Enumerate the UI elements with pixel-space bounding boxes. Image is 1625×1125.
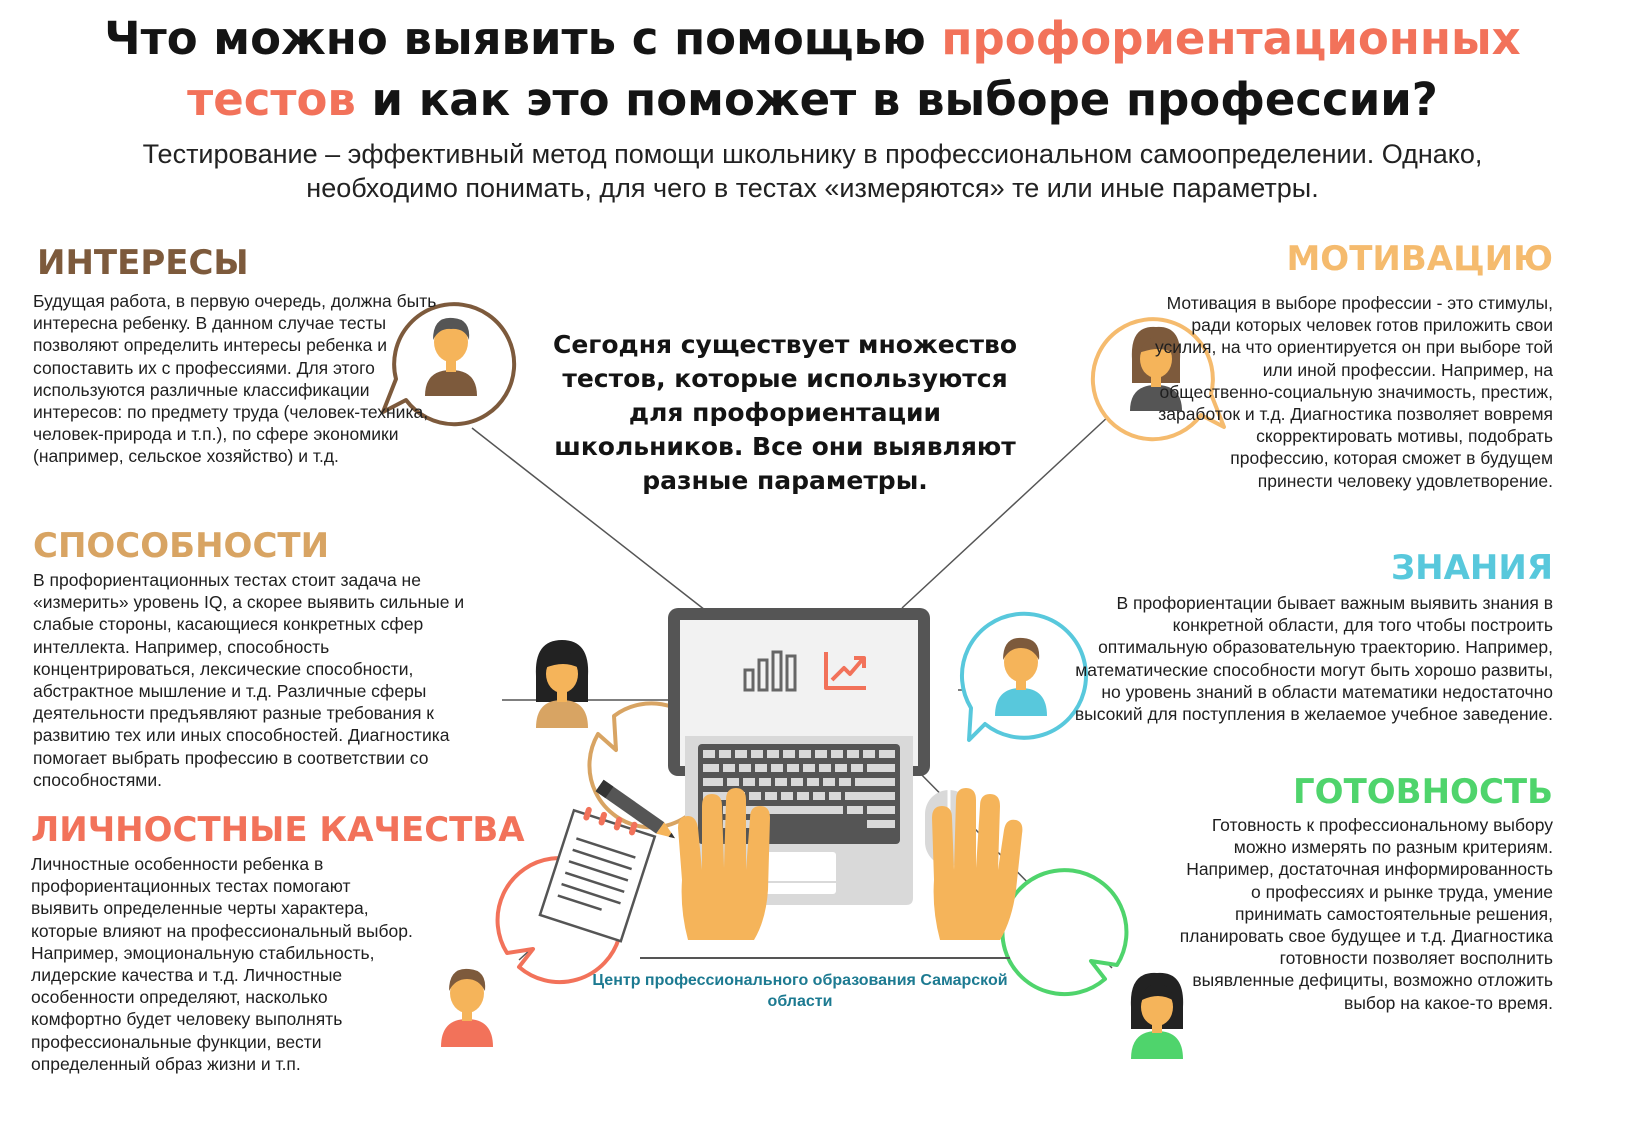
organization-name: Центр профессионального образования Самарской области [592,972,1008,1010]
title-part-2: и как это поможет в выборе профессии? [355,73,1438,126]
page-title [60,8,1565,130]
heading-abilities: СПОСОБНОСТИ [33,526,330,566]
heading-readiness: ГОТОВНОСТЬ [1293,772,1553,812]
page-subtitle: Тестирование – эффективный метод помощи школьнику в профессиональном самоопределении. Однако, необходимо понимать, для чего в тестах «измеряются» те или иные параметры. [142,139,1483,203]
title-accent-1: профориентационных [941,12,1521,65]
title-accent-2: тестов [187,73,356,126]
text-personal-qualities: Личностные особенности ребенка в профориентационных тестах помогают выявить определенные черты характера, которые влияют на профессиональный выбор. Например, эмоциональную стабильность, лидерские качества и т.д. Личностные особенности определяют, насколько комфортно будет человеку выполнять профессиональные функции, вести определенный образ жизни и т.п. [31,854,413,1074]
text-abilities: В профориентационных тестах стоит задача не «измерить» уровень IQ, а скорее выявить сильные и слабые стороны, касающиеся конкретных сфер интеллекта. Например, способность концентрироваться, лексические способности, абстрактное мышление и т.д. Различные сферы деятельности предъявляют разные требования к развитию тех или иных способностей. Диагностика помогает выбрать профессию в соответствии со способностями. [33,570,465,790]
heading-knowledge: ЗНАНИЯ [1390,548,1553,588]
heading-interests: ИНТЕРЕСЫ [37,243,249,283]
title-part-1: Что можно выявить с помощью [104,12,942,65]
central-statement: Сегодня существует множество тестов, которые используются для профориентации школьников. Все они выявляют разные параметры. [552,330,1018,495]
heading-personal-qualities: ЛИЧНОСТНЫЕ КАЧЕСТВА [31,810,525,850]
heading-motivation: МОТИВАЦИЮ [1286,239,1553,279]
text-knowledge: В профориентации бывает важным выявить знания в конкретной области, для того чтобы построить оптимальную образовательную траекторию. Например, математические способности могут быть хорошо развиты, но уровень знаний в области математики недостаточно высокий для поступления в желаемое учебное заведение. [1074,593,1553,725]
text-motivation: Мотивация в выборе профессии - это стимулы, ради которых человек готов приложить свои усилия, на что ориентируется он при выборе той или иной профессии. Например, на общественно-социальную значимость, престиж, заработок и т.д. Диагностика позволяет вовремя скорректировать мотивы, подобрать профессию, которая сможет в будущем принести человеку удовлетворение. [1154,293,1553,491]
avatar-knowledge [962,614,1086,740]
text-readiness: Готовность к профессиональному выбору можно измерять по разным критериям. Например, достаточная информированность о профессиях и рынке труда, умение принимать самостоятельные решения, планировать свое будущее и т.д. Диагностика готовности позволяет восполнить выявленные дефициты, возможно отложить выбор на какое-то время. [1179,815,1553,1013]
text-interests: Будущая работа, в первую очередь, должна быть интересна ребенку. В данном случае тесты позволяют определить интересы ребенка и сопоставить их с профессиями. Для этого используются различные классификации интересов: по предмету труда (человек-техника, человек-природа и т.п.), по сфере экономики (например, сельское хозяйство) и т.д. [33,291,437,467]
avatar-readiness [1002,870,1183,1059]
